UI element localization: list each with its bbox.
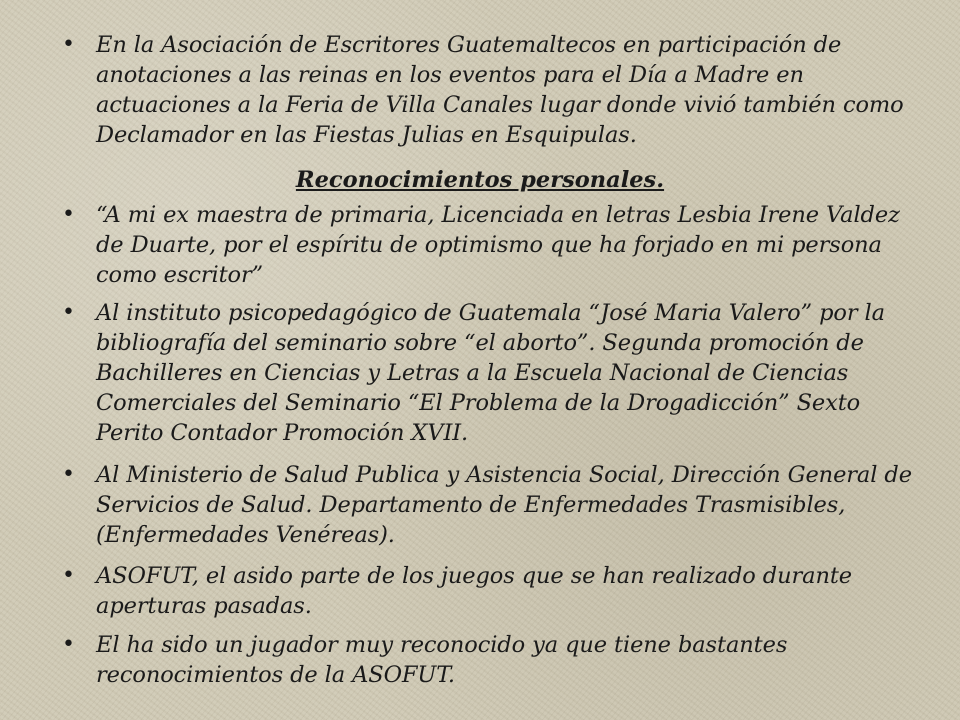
list-item: El ha sido un jugador muy reconocido ya que tiene bastantes reconocimientos de la ASOFUT. — [96, 632, 788, 688]
list-item: “A mi ex maestra de primaria, Licenciada en letras Lesbia Irene Valdez de Duarte, por el espíritu de optimismo que ha forjado en mi persona como escritor” — [96, 202, 900, 288]
bullet-marker: • — [62, 563, 75, 588]
bullet-marker: • — [62, 202, 75, 227]
list-item: ASOFUT, el asido parte de los juegos que se han realizado durante aperturas pasadas. — [96, 563, 853, 619]
bullet-marker: • — [62, 32, 75, 57]
bullet-marker: • — [62, 462, 75, 487]
bullet-marker: • — [62, 300, 75, 325]
intro-paragraph: En la Asociación de Escritores Guatemaltecos en participación de anotaciones a las reinas en los eventos para el Día a Madre en actuaciones a la Feria de Villa Canales lugar donde vivió también como Declamador en las Fiestas Julias en Esquipulas. — [96, 32, 904, 148]
section-heading: Reconocimientos personales. — [295, 167, 665, 193]
list-item: Al instituto psicopedagógico de Guatemala “José Maria Valero” por la bibliografía del seminario sobre “el aborto”. Segunda promoción de Bachilleres en Ciencias y Letras a la Escuela Nacional de Ciencias Comerciales del Seminario “El Problema de la Drogadicción” Sexto Perito Contador Promoción XVII. — [96, 300, 885, 446]
bullet-marker: • — [62, 632, 75, 657]
list-item: Al Ministerio de Salud Publica y Asistencia Social, Dirección General de Servicios de Salud. Departamento de Enfermedades Trasmisibles, (Enfermedades Venéreas). — [96, 462, 912, 548]
